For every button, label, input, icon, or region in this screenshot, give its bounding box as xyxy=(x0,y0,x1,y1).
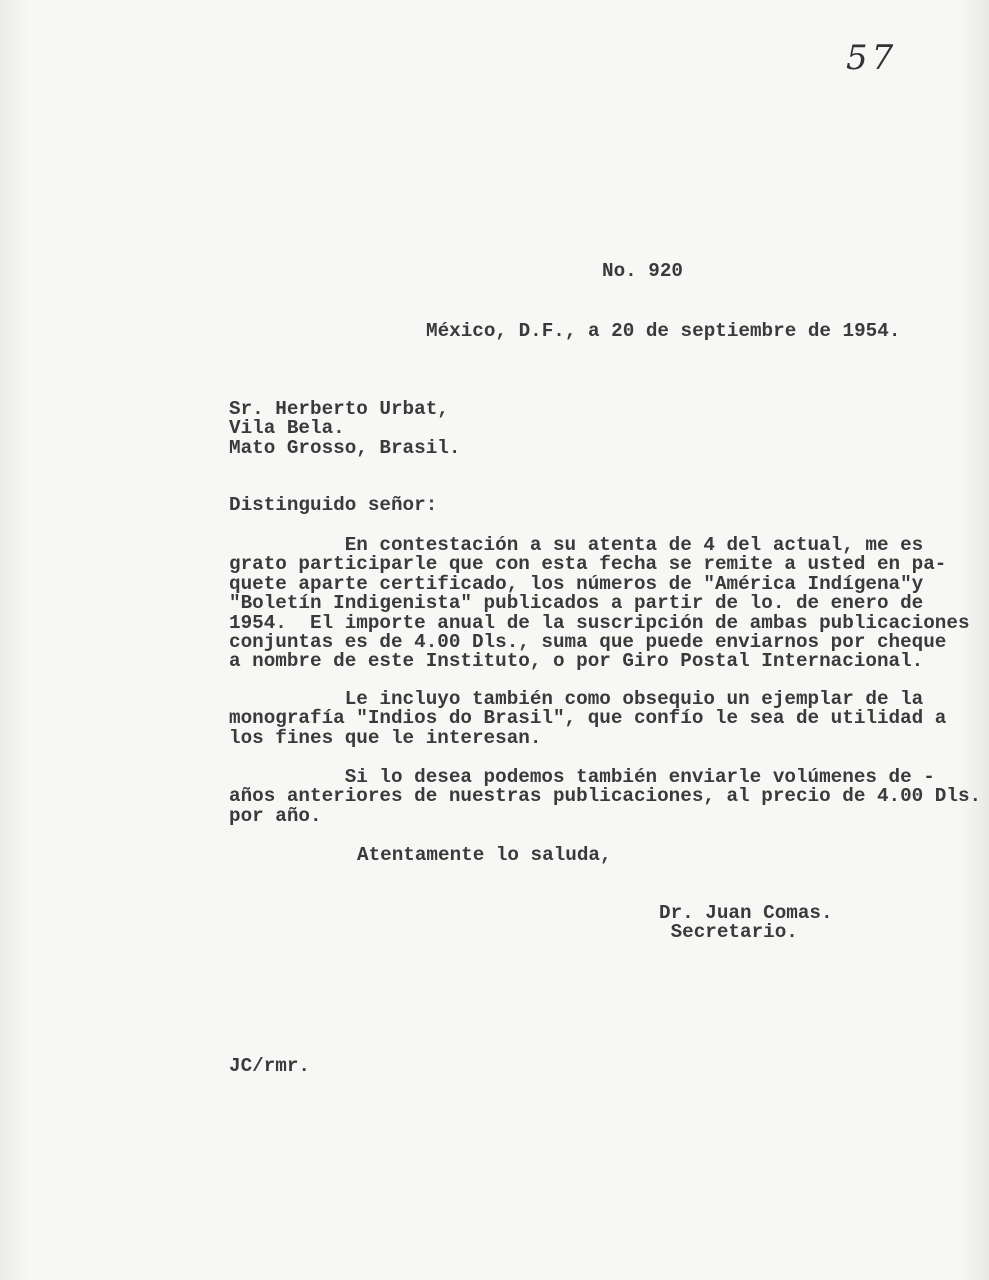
date-line: México, D.F., a 20 de septiembre de 1954. xyxy=(426,320,901,342)
recipient-line: Sr. Herberto Urbat, xyxy=(229,398,449,420)
letter-number: No. 920 xyxy=(602,260,683,282)
signature-block xyxy=(659,904,833,943)
closing: Atentamente lo saluda, xyxy=(357,844,612,866)
paragraph-line: los fines que le interesan. xyxy=(229,726,542,749)
paragraph-line: En contestación a su atenta de 4 del actual, me es xyxy=(229,534,924,556)
paragraph-line: por año. xyxy=(229,804,322,827)
paragraph-line: "Boletín Indigenista" publicados a partir de lo. de enero de xyxy=(229,592,924,615)
recipient-line: Mato Grosso, Brasil. xyxy=(229,436,461,459)
paragraph-line: Le incluyo también como obsequio un ejemplar de la xyxy=(229,688,924,710)
handwritten-page-number: 57 xyxy=(846,38,898,78)
paragraph-1 xyxy=(229,536,970,672)
paragraph-line: 1954. El importe anual de la suscripción de ambas publicaciones xyxy=(229,611,970,634)
paragraph-2 xyxy=(229,690,946,748)
recipient-line: Vila Bela. xyxy=(229,417,345,440)
signer-title: Secretario. xyxy=(659,921,798,944)
paragraph-3 xyxy=(229,768,981,826)
paragraph-line: Si lo desea podemos también enviarle volúmenes de - xyxy=(229,766,935,788)
paragraph-line: a nombre de este Instituto, o por Giro Postal Internacional. xyxy=(229,650,924,673)
recipient-address xyxy=(229,400,460,458)
paragraph-line: años anteriores de nuestras publicaciones, al precio de 4.00 Dls. xyxy=(229,785,982,808)
typist-initials: JC/rmr. xyxy=(229,1055,310,1077)
paragraph-line: grato participarle que con esta fecha se remite a usted en pa- xyxy=(229,553,947,576)
signer-name: Dr. Juan Comas. xyxy=(659,902,833,924)
paragraph-line: quete aparte certificado, los números de "América Indígena"y xyxy=(229,572,924,595)
paragraph-line: monografía "Indios do Brasil", que confío le sea de utilidad a xyxy=(229,707,947,730)
paragraph-line: conjuntas es de 4.00 Dls., suma que puede enviarnos por cheque xyxy=(229,630,947,653)
salutation: Distinguido señor: xyxy=(229,494,438,516)
